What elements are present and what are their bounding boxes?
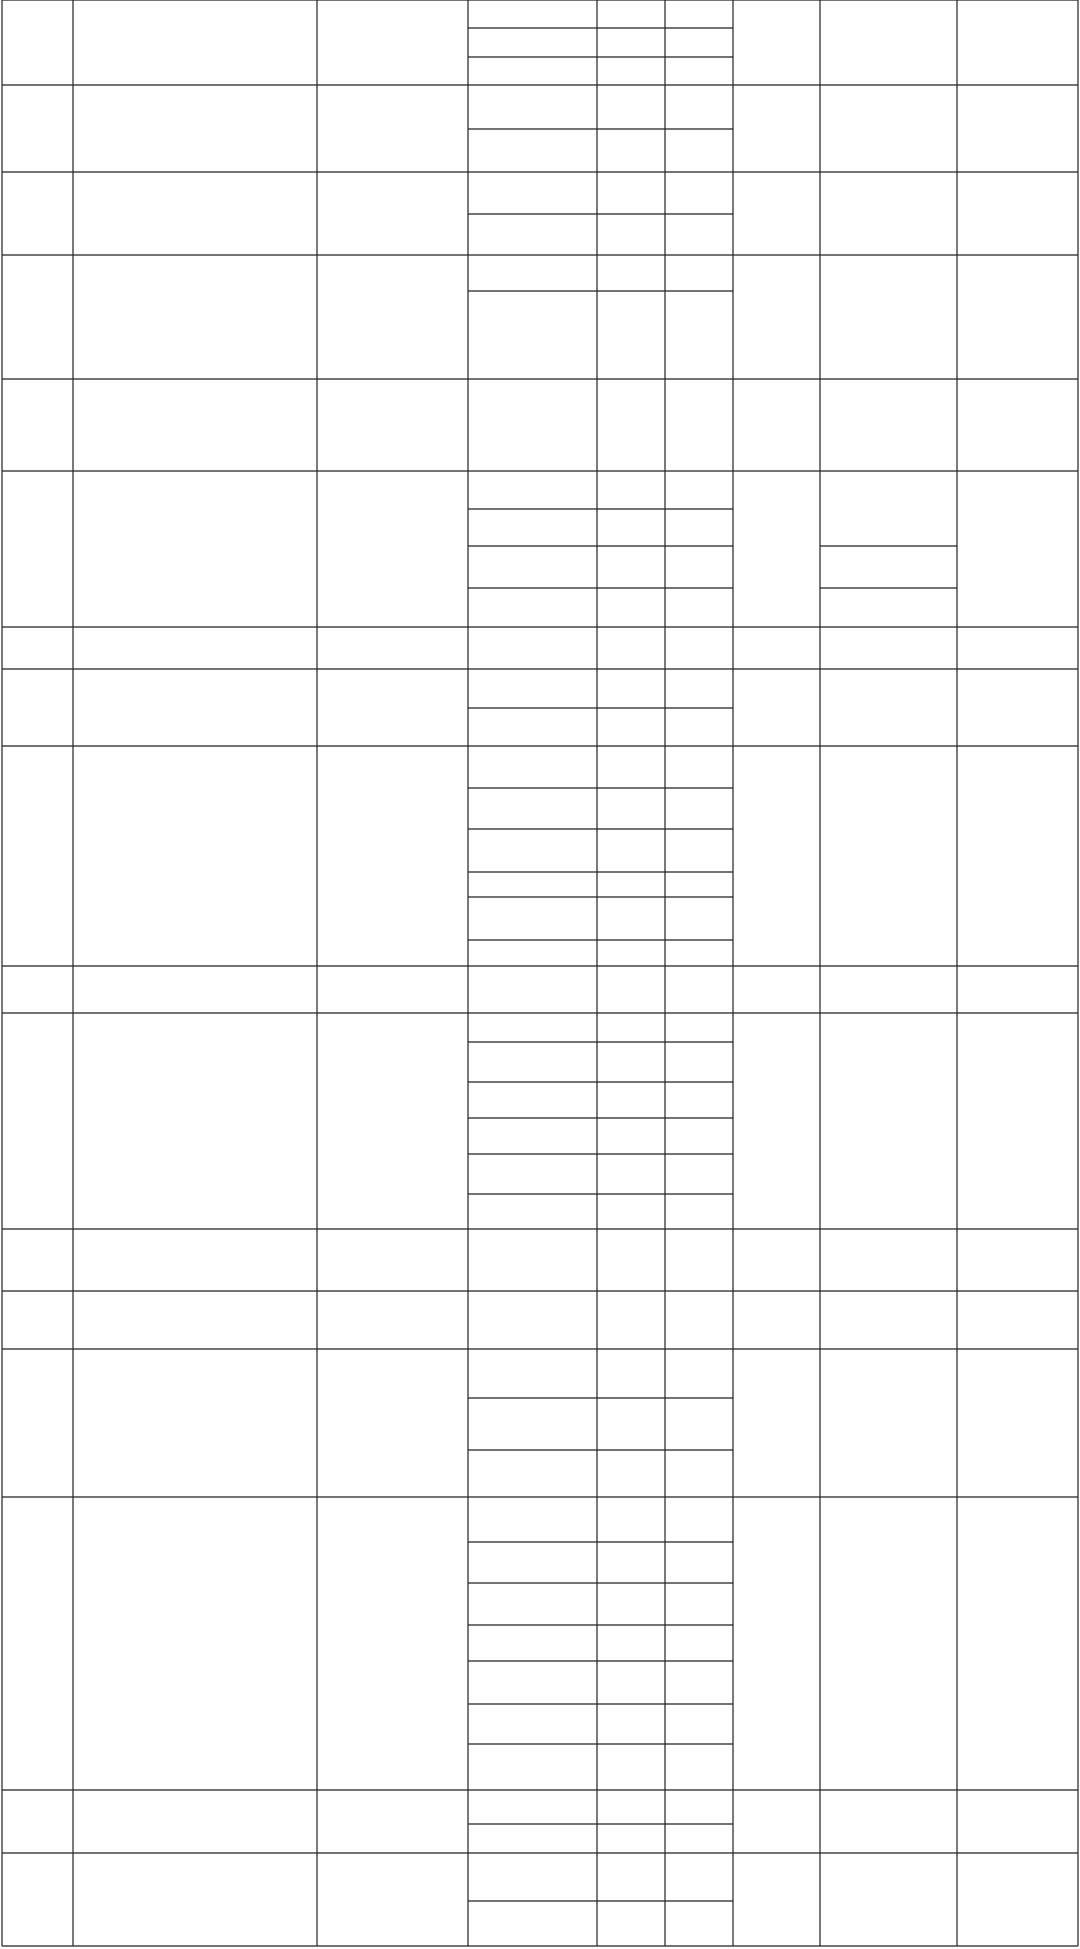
venue-name-cell (75, 1, 315, 84)
reservation-required-cell (735, 173, 818, 254)
close-time-cell (667, 789, 731, 828)
open-time-cell (599, 589, 663, 626)
city-cell (4, 1, 71, 84)
sport-item-cell (470, 1292, 595, 1348)
sport-item-cell (470, 670, 595, 707)
venue-name-cell (75, 747, 315, 965)
city-cell (4, 670, 71, 745)
remark-cell (959, 1230, 1076, 1290)
remark-cell (959, 86, 1076, 171)
close-time-cell (667, 1791, 731, 1823)
venue-name-cell (75, 1791, 315, 1852)
sport-item-cell (470, 547, 595, 587)
close-time-cell (667, 1626, 731, 1660)
sport-item-cell (470, 873, 595, 896)
address-cell (319, 1854, 466, 1945)
phone-cell (822, 967, 955, 1012)
open-time-cell (599, 628, 663, 668)
close-time-cell (667, 472, 731, 508)
close-time-cell (667, 941, 731, 965)
phone-cell (822, 1, 955, 84)
close-time-cell (667, 1350, 731, 1397)
open-time-cell (599, 380, 663, 470)
sport-item-cell (470, 1350, 595, 1397)
phone-cell (822, 1014, 955, 1228)
remark-cell (959, 1854, 1076, 1945)
close-time-cell (667, 173, 731, 213)
sport-item-cell (470, 380, 595, 470)
close-time-cell (667, 1195, 731, 1228)
city-cell (4, 1014, 71, 1228)
reservation-required-cell (735, 1, 818, 84)
reservation-required-cell (735, 1292, 818, 1348)
open-time-cell (599, 1155, 663, 1193)
close-time-cell (667, 547, 731, 587)
open-time-cell (599, 1083, 663, 1117)
close-time-cell (667, 1399, 731, 1449)
open-time-cell (599, 1043, 663, 1081)
open-time-cell (599, 1, 663, 27)
venue-name-cell (75, 670, 315, 745)
phone-cell (822, 670, 955, 745)
address-cell (319, 472, 466, 626)
phone-cell (822, 173, 955, 254)
venue-name-cell (75, 256, 315, 378)
sport-item-cell (470, 967, 595, 1012)
close-time-cell (667, 628, 731, 668)
open-time-cell (599, 1745, 663, 1789)
close-time-cell (667, 380, 731, 470)
sport-item-cell (470, 1155, 595, 1193)
phone-cell (822, 1350, 955, 1496)
sport-item-cell (470, 86, 595, 128)
sport-item-cell (470, 1, 595, 27)
open-time-cell (599, 1230, 663, 1290)
sport-item-cell (470, 256, 595, 290)
close-time-cell (667, 29, 731, 56)
sport-item-cell (470, 1119, 595, 1153)
open-time-cell (599, 1825, 663, 1852)
sport-item-cell (470, 215, 595, 254)
address-cell (319, 256, 466, 378)
close-time-cell (667, 1155, 731, 1193)
open-time-cell (599, 941, 663, 965)
city-cell (4, 1854, 71, 1945)
open-time-cell (599, 967, 663, 1012)
open-time-cell (599, 1584, 663, 1624)
venue-name-cell (75, 628, 315, 668)
address-cell (319, 1791, 466, 1852)
sport-item-cell (470, 1825, 595, 1852)
remark-cell (959, 256, 1076, 378)
close-time-cell (667, 1014, 731, 1041)
reservation-required-cell (735, 670, 818, 745)
venue-name-cell (75, 1854, 315, 1945)
close-time-cell (667, 1662, 731, 1703)
close-time-cell (667, 967, 731, 1012)
reservation-required-cell (735, 747, 818, 965)
sport-item-cell (470, 830, 595, 871)
remark-cell (959, 628, 1076, 668)
phone-cell (822, 256, 955, 378)
reservation-required-cell (735, 472, 818, 626)
phone-cell (822, 380, 955, 470)
open-time-cell (599, 1902, 663, 1945)
city-cell (4, 1498, 71, 1789)
venue-name-cell (75, 1292, 315, 1348)
sport-item-cell (470, 589, 595, 626)
open-time-cell (599, 256, 663, 290)
phone-cell (822, 1791, 955, 1852)
close-time-cell (667, 1498, 731, 1541)
sport-item-cell (470, 472, 595, 508)
venue-name-cell (75, 1350, 315, 1496)
open-time-cell (599, 472, 663, 508)
close-time-cell (667, 1584, 731, 1624)
close-time-cell (667, 215, 731, 254)
reservation-required-cell (735, 1791, 818, 1852)
close-time-cell (667, 1902, 731, 1945)
close-time-cell (667, 873, 731, 896)
close-time-cell (667, 1119, 731, 1153)
phone-cell (822, 547, 955, 587)
sport-item-cell (470, 1745, 595, 1789)
close-time-cell (667, 1451, 731, 1496)
reservation-required-cell (735, 380, 818, 470)
reservation-required-cell (735, 1854, 818, 1945)
close-time-cell (667, 1083, 731, 1117)
close-time-cell (667, 1043, 731, 1081)
remark-cell (959, 1498, 1076, 1789)
address-cell (319, 1292, 466, 1348)
sport-item-cell (470, 1854, 595, 1900)
phone-cell (822, 1292, 955, 1348)
sport-item-cell (470, 1230, 595, 1290)
venue-name-cell (75, 1230, 315, 1290)
open-time-cell (599, 1014, 663, 1041)
venue-name-cell (75, 967, 315, 1012)
city-cell (4, 967, 71, 1012)
open-time-cell (599, 898, 663, 939)
sport-item-cell (470, 898, 595, 939)
sport-item-cell (470, 1662, 595, 1703)
sport-item-cell (470, 1195, 595, 1228)
address-cell (319, 1498, 466, 1789)
open-time-cell (599, 29, 663, 56)
close-time-cell (667, 830, 731, 871)
city-cell (4, 472, 71, 626)
close-time-cell (667, 1, 731, 27)
close-time-cell (667, 1825, 731, 1852)
open-time-cell (599, 1854, 663, 1900)
city-cell (4, 747, 71, 965)
open-time-cell (599, 130, 663, 171)
sport-item-cell (470, 747, 595, 787)
close-time-cell (667, 670, 731, 707)
city-cell (4, 380, 71, 470)
open-time-cell (599, 709, 663, 745)
open-time-cell (599, 1543, 663, 1582)
open-time-cell (599, 1791, 663, 1823)
remark-cell (959, 1791, 1076, 1852)
close-time-cell (667, 86, 731, 128)
open-time-cell (599, 789, 663, 828)
address-cell (319, 173, 466, 254)
open-time-cell (599, 1498, 663, 1541)
sport-item-cell (470, 1399, 595, 1449)
sport-item-cell (470, 29, 595, 56)
sport-item-cell (470, 1014, 595, 1041)
open-time-cell (599, 1350, 663, 1397)
open-time-cell (599, 547, 663, 587)
remark-cell (959, 747, 1076, 965)
phone-cell (822, 1498, 955, 1789)
phone-cell (822, 589, 955, 626)
reservation-required-cell (735, 86, 818, 171)
open-time-cell (599, 1662, 663, 1703)
sport-item-cell (470, 1083, 595, 1117)
reservation-required-cell (735, 967, 818, 1012)
remark-cell (959, 380, 1076, 470)
reservation-required-cell (735, 256, 818, 378)
address-cell (319, 628, 466, 668)
open-time-cell (599, 1119, 663, 1153)
phone-cell (822, 628, 955, 668)
phone-cell (822, 1854, 955, 1945)
city-cell (4, 1350, 71, 1496)
open-time-cell (599, 670, 663, 707)
open-time-cell (599, 747, 663, 787)
address-cell (319, 1230, 466, 1290)
remark-cell (959, 967, 1076, 1012)
reservation-required-cell (735, 628, 818, 668)
close-time-cell (667, 130, 731, 171)
address-cell (319, 380, 466, 470)
sport-item-cell (470, 709, 595, 745)
close-time-cell (667, 292, 731, 378)
address-cell (319, 1350, 466, 1496)
city-cell (4, 1230, 71, 1290)
city-cell (4, 1791, 71, 1852)
close-time-cell (667, 589, 731, 626)
sport-item-cell (470, 292, 595, 378)
sport-item-cell (470, 1626, 595, 1660)
address-cell (319, 967, 466, 1012)
close-time-cell (667, 1230, 731, 1290)
open-time-cell (599, 1451, 663, 1496)
address-cell (319, 86, 466, 171)
open-time-cell (599, 1705, 663, 1743)
sport-item-cell (470, 58, 595, 84)
open-time-cell (599, 1399, 663, 1449)
venue-name-cell (75, 1498, 315, 1789)
open-time-cell (599, 215, 663, 254)
open-time-cell (599, 58, 663, 84)
close-time-cell (667, 1705, 731, 1743)
phone-cell (822, 472, 955, 545)
close-time-cell (667, 709, 731, 745)
sport-item-cell (470, 510, 595, 545)
open-time-cell (599, 873, 663, 896)
open-time-cell (599, 830, 663, 871)
phone-cell (822, 1230, 955, 1290)
open-time-cell (599, 86, 663, 128)
close-time-cell (667, 1854, 731, 1900)
open-time-cell (599, 510, 663, 545)
reservation-required-cell (735, 1350, 818, 1496)
sport-item-cell (470, 628, 595, 668)
close-time-cell (667, 1292, 731, 1348)
remark-cell (959, 1, 1076, 84)
venue-name-cell (75, 86, 315, 171)
sport-item-cell (470, 1451, 595, 1496)
reservation-required-cell (735, 1230, 818, 1290)
sport-item-cell (470, 1043, 595, 1081)
reservation-required-cell (735, 1014, 818, 1228)
close-time-cell (667, 1543, 731, 1582)
venue-name-cell (75, 1014, 315, 1228)
open-time-cell (599, 1195, 663, 1228)
city-cell (4, 86, 71, 171)
sport-item-cell (470, 1543, 595, 1582)
sport-item-cell (470, 1902, 595, 1945)
phone-cell (822, 747, 955, 965)
sport-item-cell (470, 1584, 595, 1624)
close-time-cell (667, 58, 731, 84)
phone-cell (822, 86, 955, 171)
close-time-cell (667, 256, 731, 290)
remark-cell (959, 472, 1076, 626)
close-time-cell (667, 747, 731, 787)
sport-item-cell (470, 1498, 595, 1541)
open-time-cell (599, 173, 663, 213)
sport-item-cell (470, 789, 595, 828)
city-cell (4, 173, 71, 254)
remark-cell (959, 1292, 1076, 1348)
sport-item-cell (470, 130, 595, 171)
remark-cell (959, 1014, 1076, 1228)
address-cell (319, 1, 466, 84)
city-cell (4, 256, 71, 378)
venue-name-cell (75, 173, 315, 254)
venue-name-cell (75, 380, 315, 470)
reservation-required-cell (735, 1498, 818, 1789)
address-cell (319, 1014, 466, 1228)
open-time-cell (599, 1626, 663, 1660)
open-time-cell (599, 292, 663, 378)
city-cell (4, 628, 71, 668)
remark-cell (959, 1350, 1076, 1496)
remark-cell (959, 670, 1076, 745)
sport-item-cell (470, 1791, 595, 1823)
address-cell (319, 747, 466, 965)
city-cell (4, 1292, 71, 1348)
remark-cell (959, 173, 1076, 254)
sport-item-cell (470, 941, 595, 965)
venue-name-cell (75, 472, 315, 626)
close-time-cell (667, 510, 731, 545)
sport-item-cell (470, 1705, 595, 1743)
open-time-cell (599, 1292, 663, 1348)
close-time-cell (667, 1745, 731, 1789)
address-cell (319, 670, 466, 745)
sport-item-cell (470, 173, 595, 213)
close-time-cell (667, 898, 731, 939)
